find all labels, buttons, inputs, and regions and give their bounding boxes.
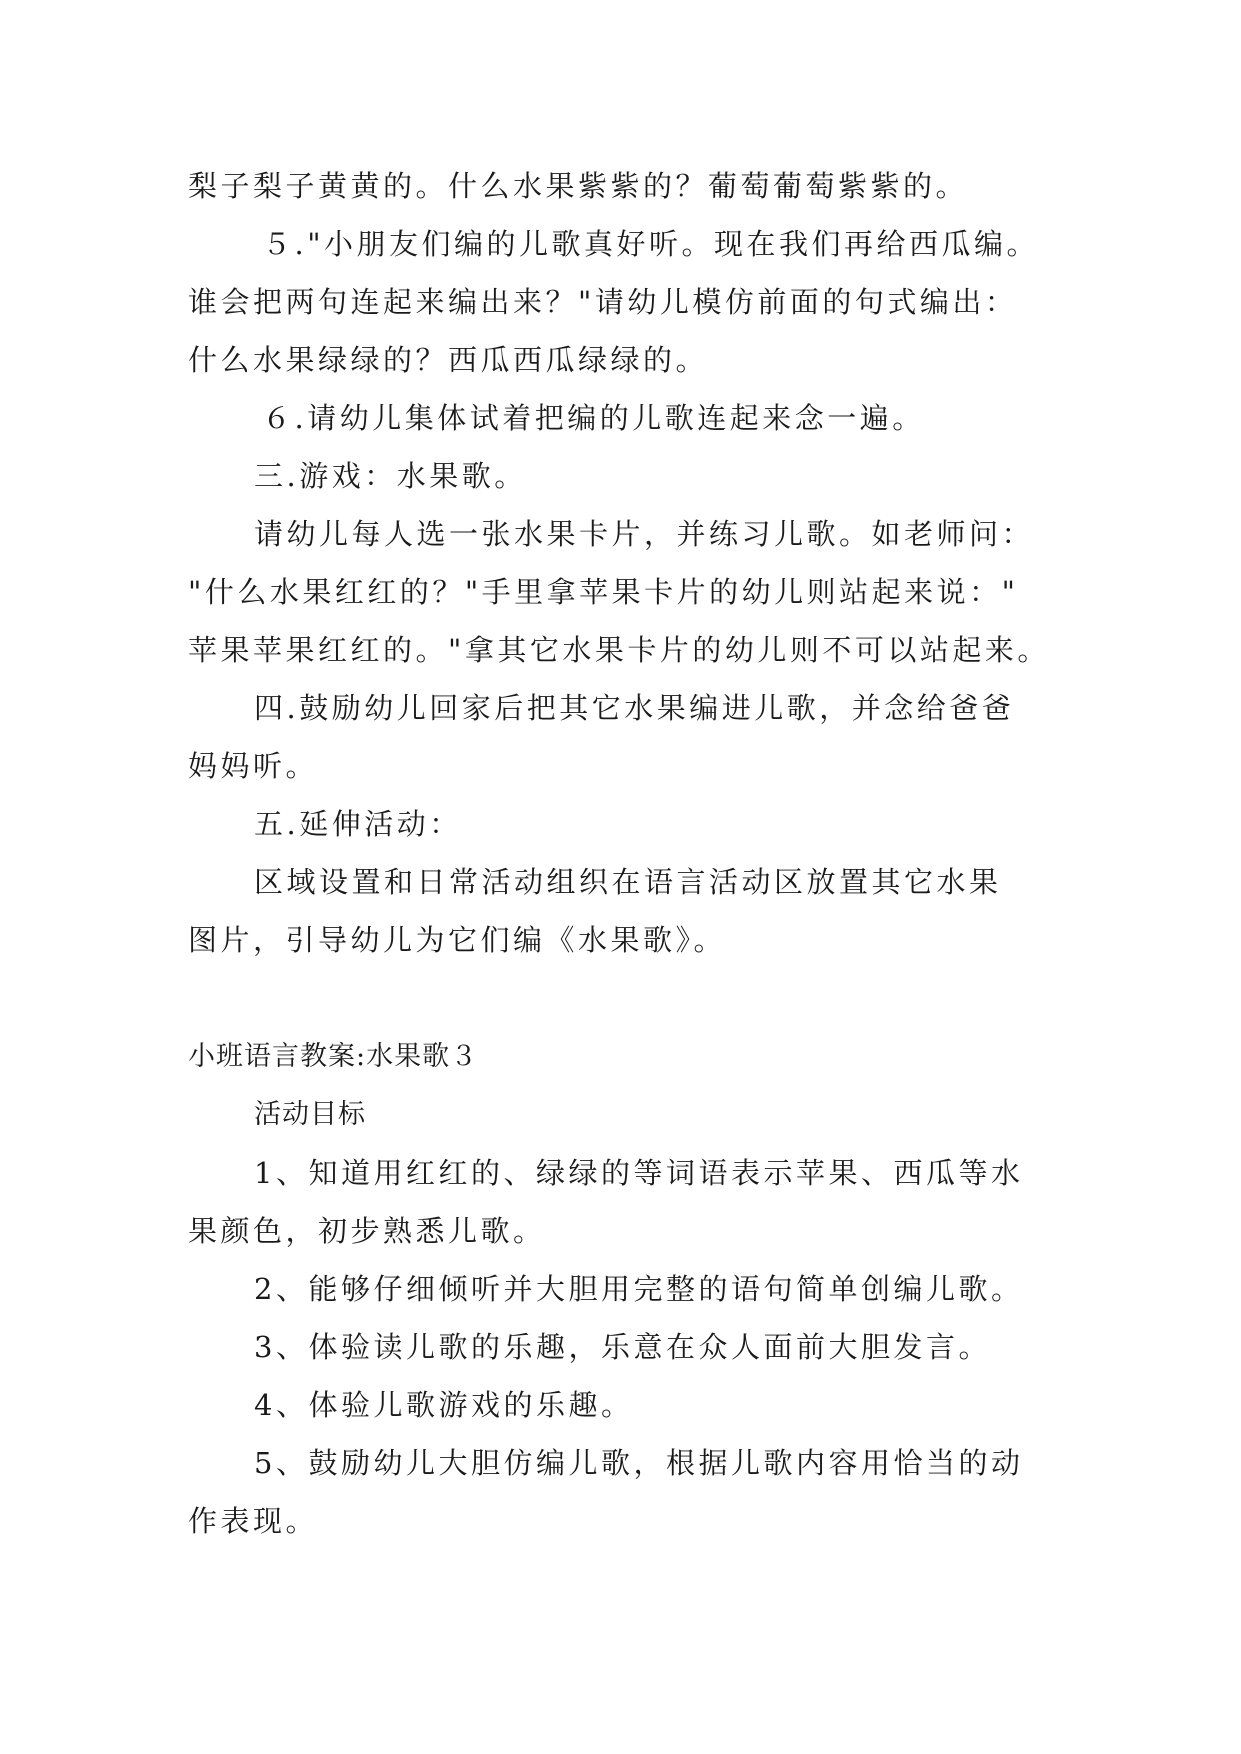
text-line: 妈妈听。 <box>188 749 319 783</box>
text-line: 区域设置和日常活动组织在语言活动区放置其它水果 <box>254 865 1002 899</box>
text-line: 五.延伸活动： <box>254 807 462 841</box>
text-line: 三.游戏：水果歌。 <box>254 459 527 493</box>
text-line: 四.鼓励幼儿回家后把其它水果编进儿歌，并念给爸爸 <box>254 691 1015 725</box>
text-line: ５."小朋友们编的儿歌真好听。现在我们再给西瓜编。 <box>262 227 1040 261</box>
subsection-title: 活动目标 <box>254 1099 366 1130</box>
section-title: 小班语言教案:水果歌３ <box>188 1041 479 1072</box>
text-line: 请幼儿每人选一张水果卡片，并练习儿歌。如老师问： <box>254 517 1035 551</box>
text-line: ６.请幼儿集体试着把编的儿歌连起来念一遍。 <box>262 401 925 435</box>
text-line: 梨子梨子黄黄的。什么水果紫紫的？葡萄葡萄紫紫的。 <box>188 169 969 203</box>
text-line: 图片，引导幼儿为它们编《水果歌》。 <box>188 923 727 957</box>
text-line: 作表现。 <box>188 1504 319 1538</box>
text-line: 果颜色，初步熟悉儿歌。 <box>188 1214 546 1248</box>
list-item: 5、鼓励幼儿大胆仿编儿歌，根据儿歌内容用恰当的动 <box>254 1446 1024 1480</box>
text-line: "什么水果红红的？"手里拿苹果卡片的幼儿则站起来说：" <box>188 575 1019 609</box>
list-item: 4、体验儿歌游戏的乐趣。 <box>254 1388 634 1422</box>
list-item: 2、能够仔细倾听并大胆用完整的语句简单创编儿歌。 <box>254 1272 1024 1306</box>
text-line: 什么水果绿绿的？西瓜西瓜绿绿的。 <box>188 343 709 377</box>
text-line: 谁会把两句连起来编出来？"请幼儿模仿前面的句式编出： <box>188 285 1018 319</box>
list-item: 1、知道用红红的、绿绿的等词语表示苹果、西瓜等水 <box>254 1156 1024 1190</box>
text-line: 苹果苹果红红的。"拿其它水果卡片的幼儿则不可以站起来。 <box>188 633 1050 667</box>
list-item: 3、体验读儿歌的乐趣，乐意在众人面前大胆发言。 <box>254 1330 991 1364</box>
